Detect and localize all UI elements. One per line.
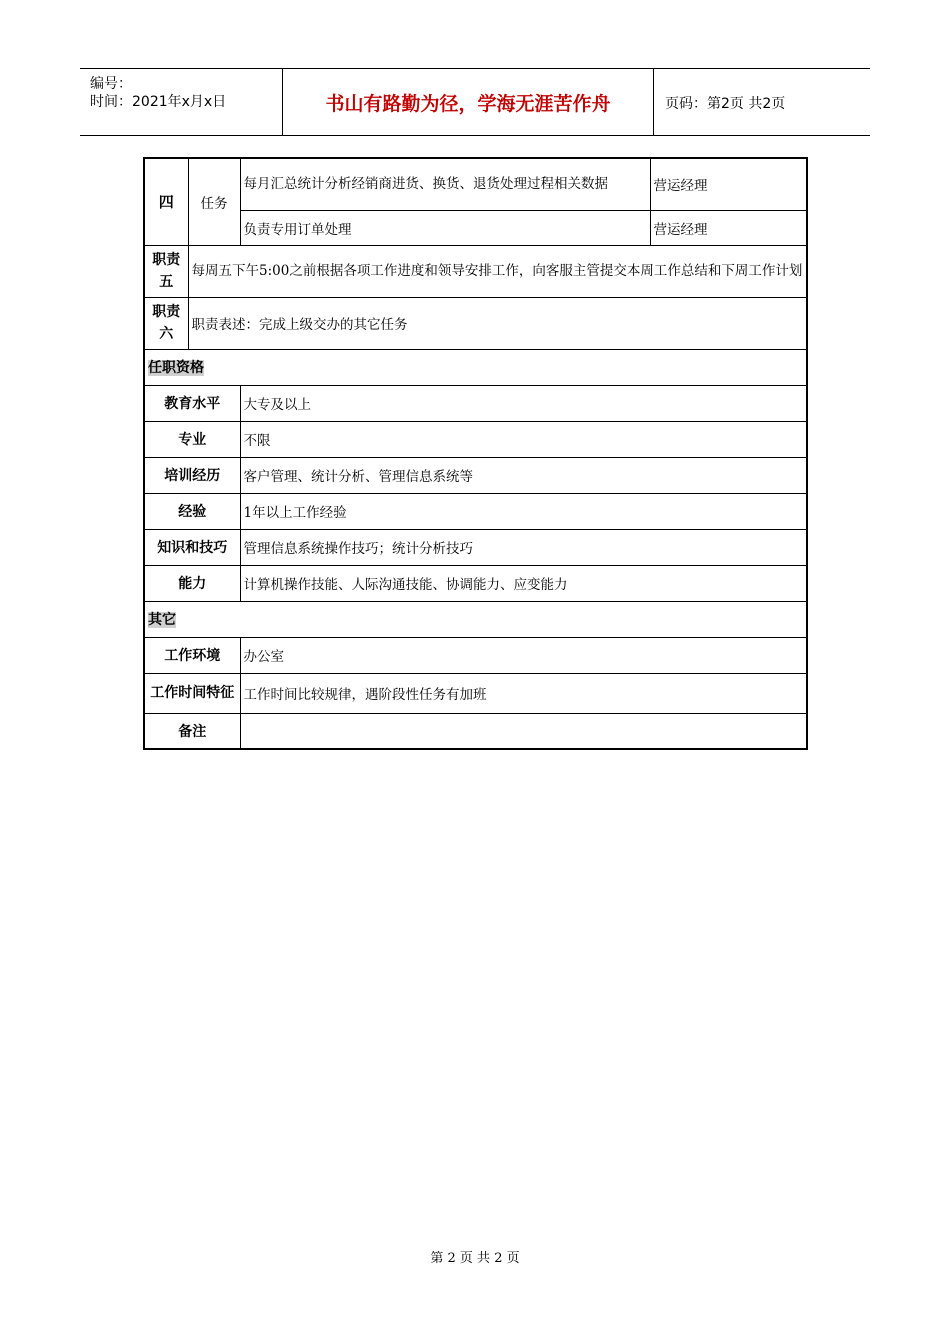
qual-row (144, 565, 807, 601)
qual-row (144, 385, 807, 421)
others-row (144, 713, 807, 749)
duty5-label (144, 245, 188, 297)
qualifications-title-text: 任职资格 (148, 360, 204, 376)
page-footer: 第 2 页 共 2 页 (430, 1251, 520, 1266)
qual-row (144, 421, 807, 457)
duty6-label-line1: 职责 (152, 304, 181, 320)
others-row (144, 673, 807, 713)
qualifications-section-row (144, 349, 807, 385)
duty4-row-1 (144, 158, 807, 210)
qual-label: 经验 (144, 493, 240, 529)
others-section-row (144, 601, 807, 637)
duty4-task-2: 负责专用订单处理 (240, 210, 650, 245)
qual-label: 知识和技巧 (144, 529, 240, 565)
document-time: 时间：2021年x月x日 (90, 94, 227, 110)
duty6-row (144, 297, 807, 349)
others-label: 备注 (144, 713, 240, 749)
qual-row (144, 457, 807, 493)
page-header (80, 68, 870, 136)
others-label: 工作时间特征 (144, 673, 240, 713)
others-value: 工作时间比较规律，遇阶段性任务有加班 (240, 673, 807, 713)
duty4-owner-2: 营运经理 (650, 210, 807, 245)
others-title-text: 其它 (148, 612, 176, 628)
header-meta (80, 69, 282, 135)
others-value (240, 713, 807, 749)
qual-value: 计算机操作技能、人际沟通技能、协调能力、应变能力 (240, 565, 807, 601)
others-label: 工作环境 (144, 637, 240, 673)
qual-value: 客户管理、统计分析、管理信息系统等 (240, 457, 807, 493)
qualifications-section-title (144, 349, 807, 385)
duty4-number: 四 (144, 158, 188, 245)
header-page-number: 页码：第2页 共2页 (665, 96, 786, 112)
duty5-description: 每周五下午5:00之前根据各项工作进度和领导安排工作，向客服主管提交本周工作总结和下周工作计划 (188, 245, 807, 297)
duty4-task-1: 每月汇总统计分析经销商进货、换货、退货处理过程相关数据 (240, 158, 650, 210)
duty4-owner-1: 营运经理 (650, 158, 807, 210)
duty6-description: 职责表述：完成上级交办的其它任务 (188, 297, 807, 349)
others-section-title (144, 601, 807, 637)
duty5-label-line2: 五 (159, 274, 174, 290)
qual-label: 能力 (144, 565, 240, 601)
job-description-table (143, 157, 808, 750)
duty6-label-line2: 六 (159, 326, 174, 342)
qual-value: 不限 (240, 421, 807, 457)
header-motto: 书山有路勤为径，学海无涯苦作舟 (282, 69, 654, 135)
others-value: 办公室 (240, 637, 807, 673)
duty4-task-label: 任务 (188, 158, 240, 245)
qual-value: 1年以上工作经验 (240, 493, 807, 529)
duty6-label (144, 297, 188, 349)
duty5-row (144, 245, 807, 297)
duty5-label-line1: 职责 (152, 252, 181, 268)
qual-label: 培训经历 (144, 457, 240, 493)
duty4-row-2 (144, 210, 807, 245)
document-number: 编号： (90, 76, 132, 92)
qual-value: 大专及以上 (240, 385, 807, 421)
qual-row (144, 529, 807, 565)
qual-row (144, 493, 807, 529)
qual-label: 专业 (144, 421, 240, 457)
qual-label: 教育水平 (144, 385, 240, 421)
others-row (144, 637, 807, 673)
qual-value: 管理信息系统操作技巧；统计分析技巧 (240, 529, 807, 565)
